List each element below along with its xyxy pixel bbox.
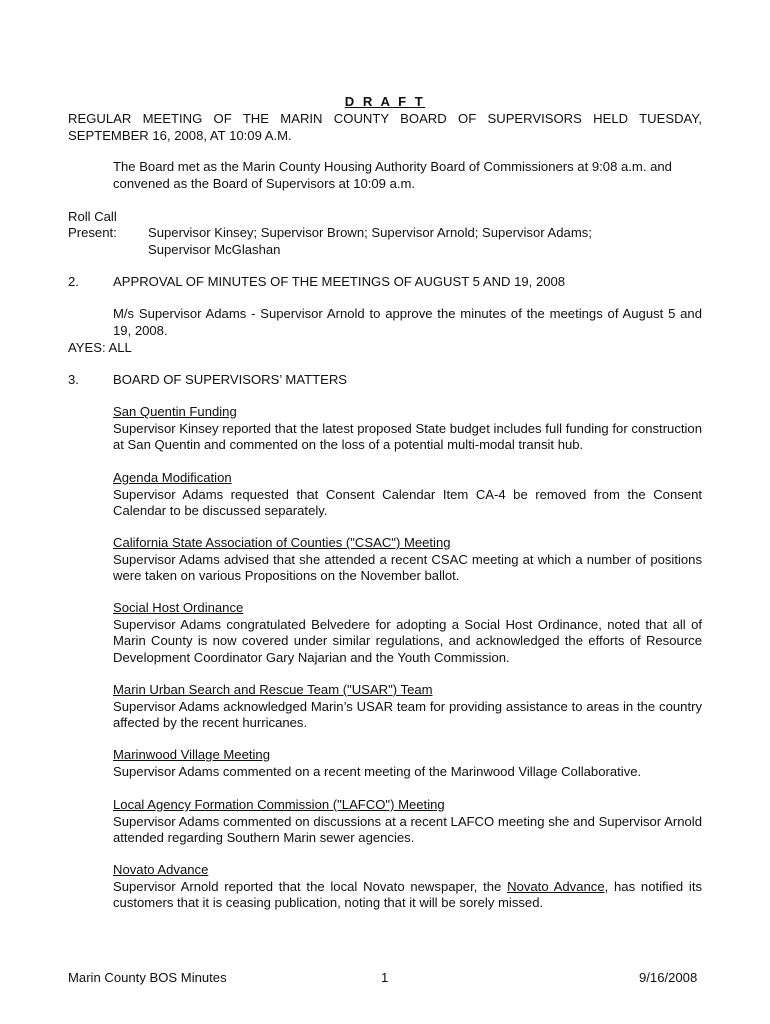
subitem-heading: Agenda Modification — [113, 470, 232, 485]
subitem-heading: Marinwood Village Meeting — [113, 747, 270, 762]
subitem-body: Supervisor Adams commented on discussions at a recent LAFCO meeting she and Supervisor Arnold attended regarding Southern Marin sewer agencies. — [113, 813, 702, 845]
subitem-heading: Marin Urban Search and Rescue Team ("USAR") Team — [113, 682, 433, 697]
subitem-body: Supervisor Adams advised that she attended a recent CSAC meeting at which a number of positions were taken on various Propositions on the November ballot. — [113, 551, 702, 583]
subitem-csac-meeting — [113, 535, 702, 585]
subitem-body: Supervisor Adams requested that Consent Calendar Item CA-4 be removed from the Consent Calendar to be discussed separately. — [113, 486, 702, 518]
body-text: , has notified its customers that it is ceasing publication, noting that it will be sorely missed. — [113, 878, 703, 910]
item-2-number: 2. — [68, 274, 79, 289]
subitem-san-quentin — [113, 404, 702, 454]
roll-call-label: Roll Call — [68, 209, 117, 224]
subitem-heading: Local Agency Formation Commission ("LAFCO") Meeting — [113, 797, 445, 812]
item-2-motion: M/s Supervisor Adams - Supervisor Arnold to approve the minutes of the meetings of August 5 and 19, 2008. — [113, 306, 702, 338]
subitem-heading: Social Host Ordinance — [113, 600, 244, 615]
subitem-heading: Novato Advance — [113, 862, 209, 877]
meeting-title: REGULAR MEETING OF THE MARIN COUNTY BOARD OF SUPERVISORS HELD TUESDAY, SEPTEMBER 16, 2008, AT 10:09 A.M. — [68, 111, 702, 143]
footer-document-name: Marin County BOS Minutes — [68, 970, 227, 985]
present-label: Present: — [68, 225, 117, 240]
item-2-ayes: AYES: ALL — [68, 340, 132, 355]
subitem-novato-advance — [113, 862, 702, 912]
subitem-heading: San Quentin Funding — [113, 404, 237, 419]
subitem-body — [113, 879, 702, 912]
subitem-body: Supervisor Adams congratulated Belvedere for adopting a Social Host Ordinance, noted that all of Marin County is now covered under similar regulations, and acknowledged the efforts of Resource Development Coordinator Gary Najarian and the Youth Commission. — [113, 616, 702, 665]
item-2-title: APPROVAL OF MINUTES OF THE MEETINGS OF AUGUST 5 AND 19, 2008 — [113, 274, 566, 289]
present-members-line-2: Supervisor McGlashan — [148, 241, 281, 257]
body-text: Supervisor Arnold reported that the local Novato newspaper, the — [113, 878, 508, 894]
subitem-body: Supervisor Adams commented on a recent meeting of the Marinwood Village Collaborative. — [113, 763, 642, 779]
subitem-body: Supervisor Kinsey reported that the latest proposed State budget includes full funding for construction at San Quentin and commented on the loss of a potential multi-modal transit hub. — [113, 420, 702, 452]
subitem-heading: California State Association of Counties ("CSAC") Meeting — [113, 535, 451, 550]
subitem-marinwood — [113, 747, 702, 780]
present-members — [148, 225, 648, 258]
draft-title: D R A F T — [344, 94, 426, 109]
subitem-body: Supervisor Adams acknowledged Marin’s USAR team for providing assistance to areas in the country affected by the recent hurricanes. — [113, 698, 702, 730]
item-3-title: BOARD OF SUPERVISORS’ MATTERS — [113, 372, 348, 387]
item-3-number: 3. — [68, 372, 79, 387]
subitem-lafco — [113, 797, 702, 847]
intro-paragraph: The Board met as the Marin County Housing Authority Board of Commissioners at 9:08 a.m. and convened as the Board of Supervisors at 10:09 a.m. — [113, 159, 672, 191]
subitem-social-host — [113, 600, 702, 666]
footer-date: 9/16/2008 — [639, 970, 698, 985]
subitem-usar-team — [113, 682, 702, 732]
newspaper-name: Novato Advance — [507, 878, 605, 894]
present-members-line-1: Supervisor Kinsey; Supervisor Brown; Supervisor Arnold; Supervisor Adams; — [148, 225, 592, 240]
subitem-agenda-modification — [113, 470, 702, 520]
footer-page-number: 1 — [381, 970, 389, 985]
